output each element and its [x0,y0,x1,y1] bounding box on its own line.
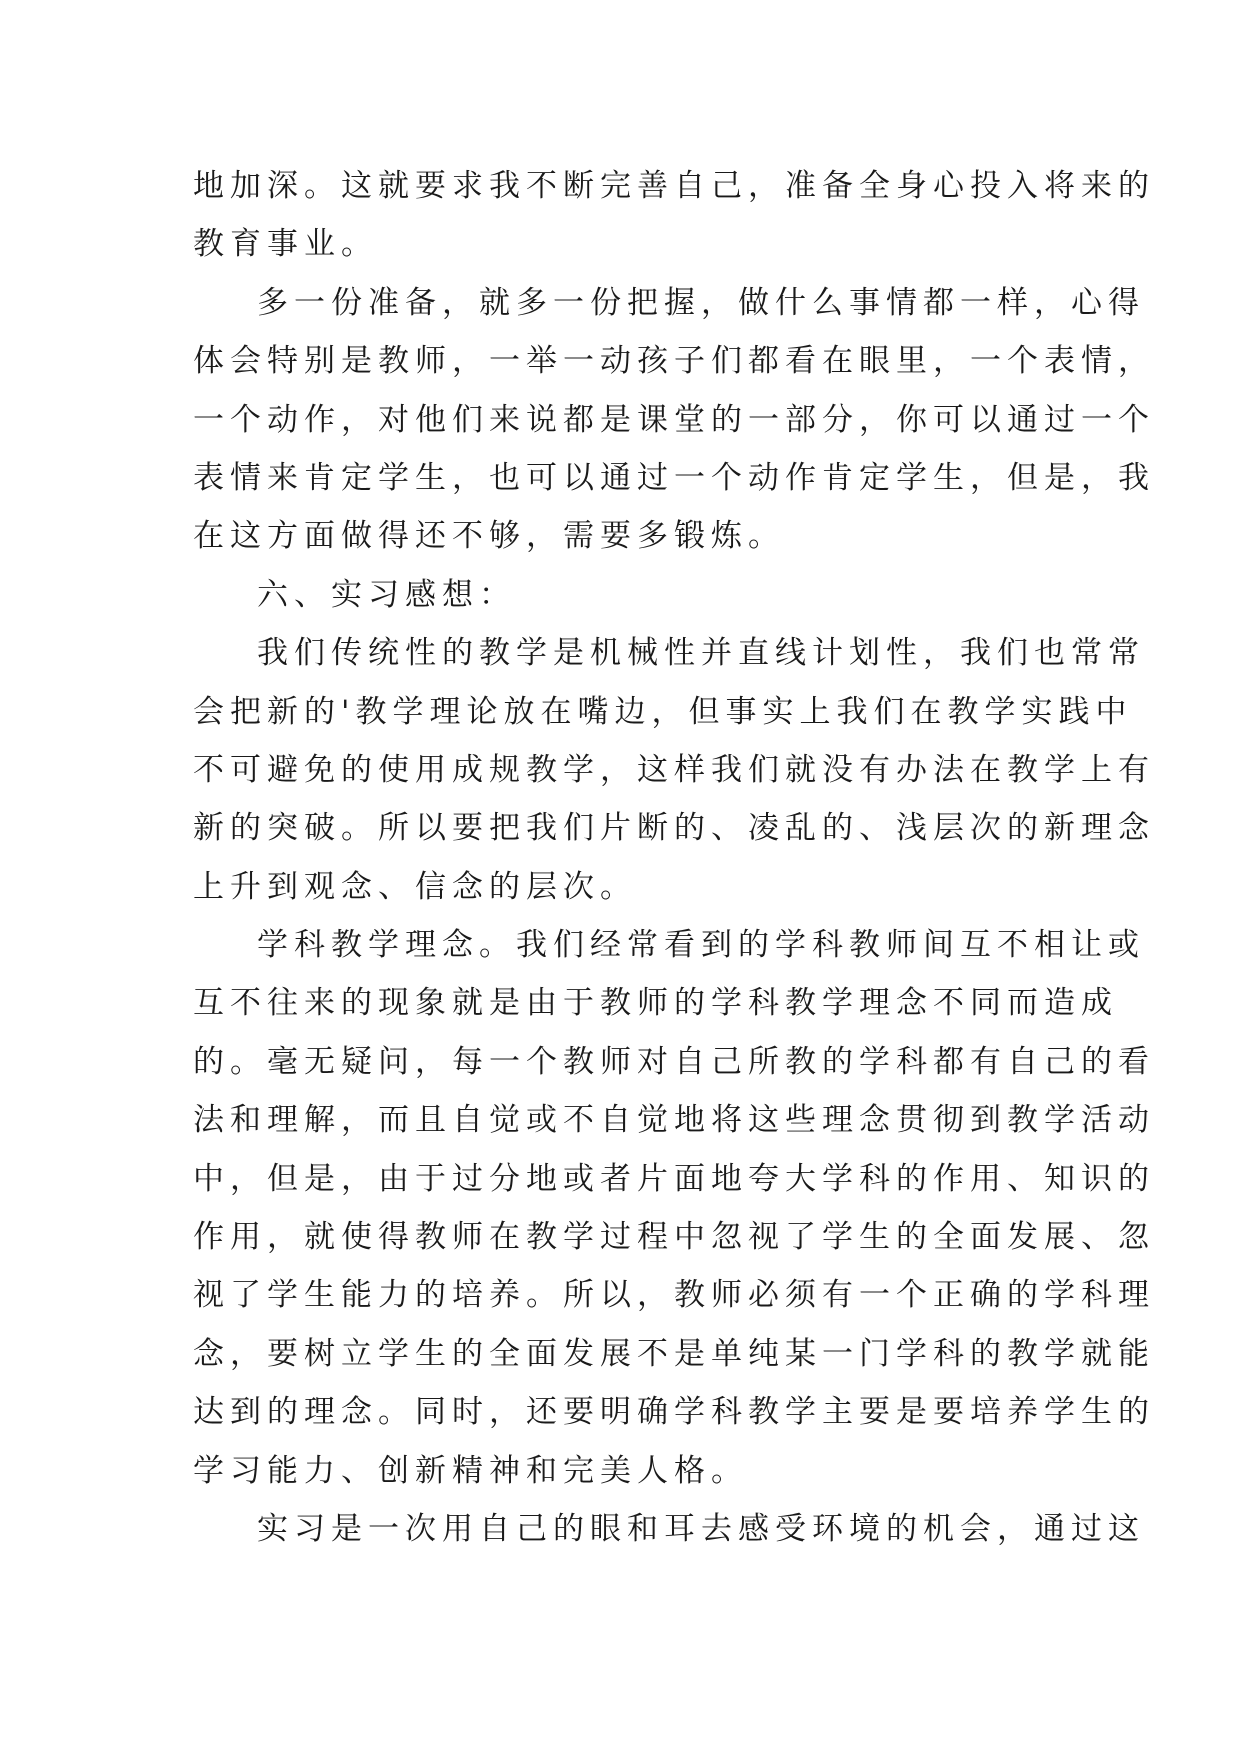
text-line: 我们传统性的教学是机械性并直线计划性，我们也常常 [257,635,1145,672]
text-line: 法和理解，而且自觉或不自觉地将这些理念贯彻到教学活动 [193,1102,1155,1139]
text-line: 教育事业。 [193,226,378,263]
text-line: 视了学生能力的培养。所以，教师必须有一个正确的学科理 [193,1277,1155,1314]
text-line: 会把新的'教学理论放在嘴边，但事实上我们在教学实践中 [193,693,1133,730]
text-line: 一个动作，对他们来说都是课堂的一部分，你可以通过一个 [193,401,1155,438]
text-line: 念，要树立学生的全面发展不是单纯某一门学科的教学就能 [193,1335,1155,1372]
text-line: 的。毫无疑问，每一个教师对自己所教的学科都有自己的看 [193,1043,1155,1080]
text-line: 达到的理念。同时，还要明确学科教学主要是要培养学生的 [193,1394,1155,1431]
text-line: 地加深。这就要求我不断完善自己，准备全身心投入将来的 [193,168,1155,204]
text-line: 不可避免的使用成规教学，这样我们就没有办法在教学上有 [193,751,1155,788]
body-text [193,157,1155,1558]
text-line: 作用，就使得教师在教学过程中忽视了学生的全面发展、忽 [193,1219,1155,1256]
text-line: 体会特别是教师，一举一动孩子们都看在眼里，一个表情， [193,343,1155,380]
text-line: 互不往来的现象就是由于教师的学科教学理念不同而造成 [193,985,1118,1022]
text-line: 中，但是，由于过分地或者片面地夸大学科的作用、知识的 [193,1160,1155,1197]
section-heading: 六、实习感想： [257,576,516,613]
text-line: 多一份准备，就多一份把握，做什么事情都一样，心得 [257,284,1145,321]
text-line: 实习是一次用自己的眼和耳去感受环境的机会，通过这 [257,1510,1145,1547]
text-line: 学习能力、创新精神和完美人格。 [193,1452,748,1489]
text-line: 表情来肯定学生，也可以通过一个动作肯定学生，但是，我 [193,459,1155,496]
text-line: 新的突破。所以要把我们片断的、凌乱的、浅层次的新理念 [193,810,1155,847]
text-line: 在这方面做得还不够，需要多锻炼。 [193,518,785,555]
text-line: 学科教学理念。我们经常看到的学科教师间互不相让或 [257,927,1145,964]
text-line: 上升到观念、信念的层次。 [193,868,637,905]
